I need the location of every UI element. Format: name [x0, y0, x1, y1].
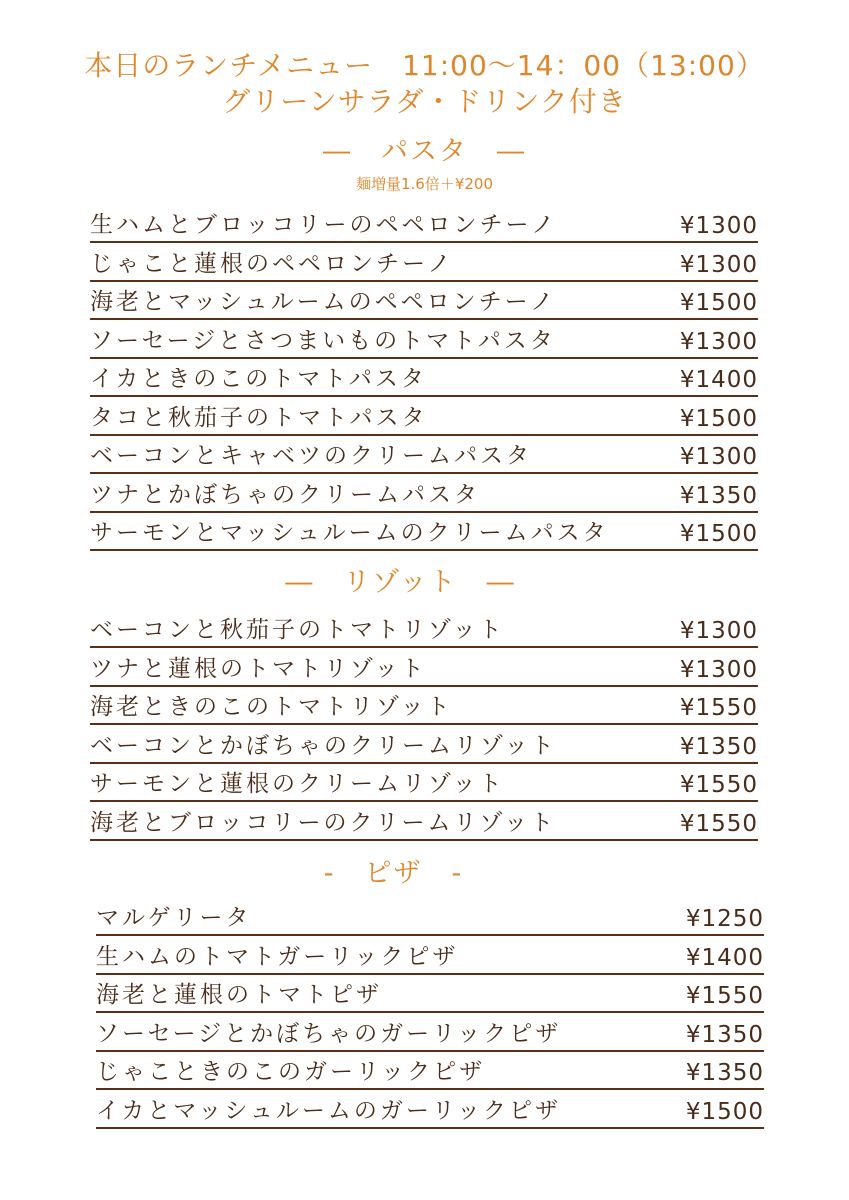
item-price: ¥1500: [679, 406, 758, 432]
item-name: 海老と蓮根のトマトピザ: [96, 982, 382, 1008]
item-name: 海老とマッシュルームのペペロンチーノ: [90, 289, 557, 315]
item-name: 生ハムとブロッコリーのペペロンチーノ: [90, 212, 558, 238]
item-name: 生ハムのトマトガーリックピザ: [96, 944, 459, 970]
item-price: ¥1300: [679, 252, 758, 278]
menu-row: [96, 1014, 764, 1052]
item-price: ¥1300: [679, 444, 758, 470]
pizza-heading: - ピザ -: [323, 858, 464, 889]
item-name: ツナと蓮根のトマトリゾット: [90, 656, 427, 682]
item-price: ¥1300: [679, 618, 758, 644]
menu-row: [90, 398, 758, 436]
menu-row: [90, 726, 758, 764]
menu-title-line1: 本日のランチメニュー 11:00〜14：00（13:00）: [84, 49, 765, 82]
item-name: じゃこときのこのガーリックピザ: [96, 1059, 486, 1085]
item-price: ¥1350: [679, 483, 758, 509]
item-name: サーモンとマッシュルームのクリームパスタ: [90, 520, 609, 546]
risotto-heading: ― リゾット ―: [285, 567, 516, 598]
menu-row: [90, 687, 758, 725]
item-price: ¥1300: [679, 657, 758, 683]
item-name: イカときのこのトマトパスタ: [90, 366, 427, 392]
menu-row: [90, 321, 758, 359]
item-price: ¥1550: [679, 695, 758, 721]
item-price: ¥1550: [679, 772, 758, 798]
item-price: ¥1350: [685, 1060, 764, 1086]
item-name: イカとマッシュルームのガーリックピザ: [96, 1098, 562, 1124]
item-name: ソーセージとかぼちゃのガーリックピザ: [96, 1021, 562, 1047]
item-name: 海老ときのこのトマトリゾット: [90, 694, 453, 720]
menu-row: [90, 244, 758, 282]
menu-title-line2: グリーンサラダ・ドリンク付き: [222, 85, 627, 118]
item-name: ベーコンとかぼちゃのクリームリゾット: [90, 733, 557, 759]
item-price: ¥1500: [685, 1099, 764, 1125]
item-price: ¥1300: [679, 329, 758, 355]
menu-row: [90, 764, 758, 802]
menu-row: [90, 610, 758, 648]
item-price: ¥1350: [685, 1022, 764, 1048]
item-price: ¥1550: [685, 983, 764, 1009]
item-name: じゃこと蓮根のペペロンチーノ: [90, 251, 454, 277]
item-price: ¥1400: [679, 367, 758, 393]
item-name: マルゲリータ: [96, 905, 252, 931]
item-price: ¥1250: [685, 906, 764, 932]
menu-row: [96, 975, 764, 1013]
item-price: ¥1350: [679, 734, 758, 760]
menu-row: [96, 1052, 764, 1090]
menu-row: [90, 436, 758, 474]
item-name: ベーコンとキャベツのクリームパスタ: [90, 443, 532, 469]
item-name: サーモンと蓮根のクリームリゾット: [90, 771, 505, 797]
menu-row: [90, 475, 758, 513]
pasta-note: 麺増量1.6倍＋¥200: [355, 175, 494, 193]
item-price: ¥1550: [679, 811, 758, 837]
item-price: ¥1500: [679, 521, 758, 547]
item-name: ツナとかぼちゃのクリームパスタ: [90, 482, 480, 508]
item-name: ベーコンと秋茄子のトマトリゾット: [90, 617, 505, 643]
item-name: 海老とブロッコリーのクリームリゾット: [90, 810, 557, 836]
menu-row: [96, 1091, 764, 1129]
menu-row: [90, 282, 758, 320]
menu-row: [90, 803, 758, 841]
pasta-heading: ― パスタ ―: [323, 136, 526, 167]
menu-row: [90, 649, 758, 687]
item-price: ¥1300: [679, 213, 758, 239]
menu-row: [90, 359, 758, 397]
item-name: ソーセージとさつまいものトマトパスタ: [90, 328, 556, 354]
item-name: タコと秋茄子のトマトパスタ: [90, 405, 428, 431]
menu-row: [90, 205, 758, 243]
item-price: ¥1500: [679, 290, 758, 316]
menu-row: [90, 513, 758, 551]
menu-row: [96, 898, 764, 936]
menu-row: [96, 937, 764, 975]
item-price: ¥1400: [685, 945, 764, 971]
